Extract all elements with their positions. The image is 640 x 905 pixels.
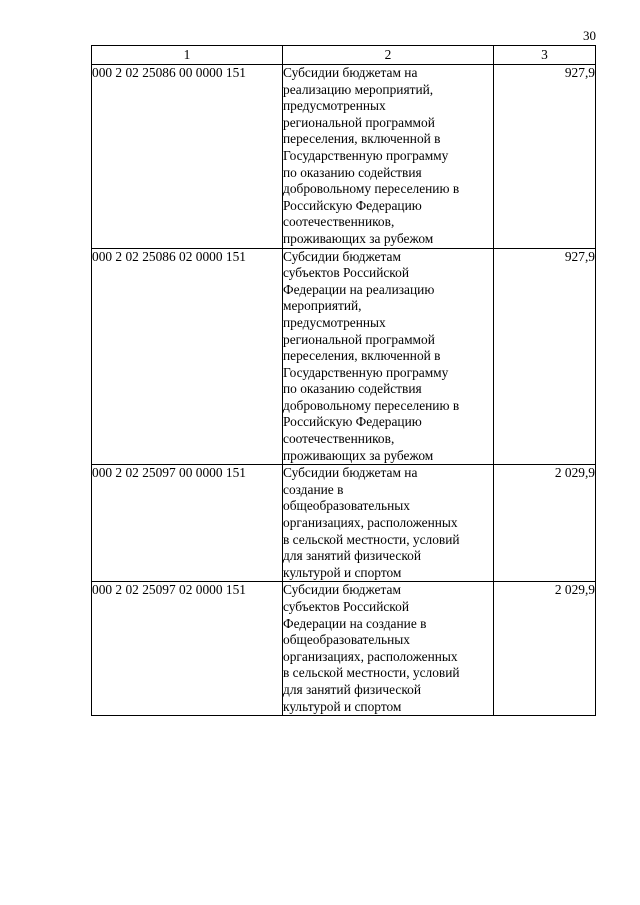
description-line: организациях, расположенных — [283, 515, 458, 531]
description-line: проживающих за рубежом — [283, 447, 434, 463]
budget-code-cell: 000 2 02 25086 00 0000 151 — [92, 65, 283, 249]
budget-code-cell: 000 2 02 25097 00 0000 151 — [92, 465, 283, 582]
description-line: в сельской местности, условий — [283, 531, 460, 547]
amount-cell: 2 029,9 — [494, 582, 596, 716]
description-line: общеобразовательных — [283, 632, 411, 648]
description-line: добровольному переселению в — [283, 181, 460, 197]
description-line: Субсидии бюджетам — [283, 248, 401, 264]
description-line: общеобразовательных — [283, 498, 411, 514]
description-line: Государственную программу — [283, 364, 449, 380]
budget-code-cell: 000 2 02 25086 02 0000 151 — [92, 248, 283, 465]
description-line: предусмотренных — [283, 314, 386, 330]
page-number: 30 — [583, 28, 596, 43]
description-line: региональной программой — [283, 114, 435, 130]
table-row — [92, 65, 596, 249]
amount-cell: 2 029,9 — [494, 465, 596, 582]
description-line: субъектов Российской — [283, 265, 409, 281]
description-cell — [283, 582, 494, 716]
table-row — [92, 582, 596, 716]
description-cell — [283, 65, 494, 249]
column-header-1: 1 — [92, 46, 283, 65]
description-line: Государственную программу — [283, 147, 449, 163]
description-line: предусмотренных — [283, 98, 386, 114]
description-line: организациях, расположенных — [283, 648, 458, 664]
description-line: культурой и спортом — [283, 564, 402, 580]
description-line: создание в — [283, 481, 344, 497]
description-line: для занятий физической — [283, 548, 422, 564]
description-line: добровольному переселению в — [283, 397, 460, 413]
description-line: Субсидии бюджетам на — [283, 465, 418, 481]
description-line: проживающих за рубежом — [283, 230, 434, 246]
description-line: по оказанию содействия — [283, 164, 422, 180]
description-cell — [283, 465, 494, 582]
budget-code-cell: 000 2 02 25097 02 0000 151 — [92, 582, 283, 716]
description-line: культурой и спортом — [283, 698, 402, 714]
amount-cell: 927,9 — [494, 248, 596, 465]
table-row — [92, 248, 596, 465]
description-line: реализацию мероприятий, — [283, 81, 434, 97]
budget-table — [91, 45, 596, 716]
description-line: переселения, включенной в — [283, 348, 441, 364]
description-line: региональной программой — [283, 331, 435, 347]
description-line: Российскую Федерацию — [283, 414, 422, 430]
description-cell — [283, 248, 494, 465]
description-line: Федерации на реализацию — [283, 281, 435, 297]
description-line: Российскую Федерацию — [283, 197, 422, 213]
description-line: соотечественников, — [283, 214, 395, 230]
table-row — [92, 465, 596, 582]
description-line: Федерации на создание в — [283, 615, 427, 631]
description-line: по оказанию содействия — [283, 381, 422, 397]
description-line: Субсидии бюджетам — [283, 582, 401, 598]
description-line: в сельской местности, условий — [283, 665, 460, 681]
amount-cell: 927,9 — [494, 65, 596, 249]
column-header-2: 2 — [283, 46, 494, 65]
description-line: Субсидии бюджетам на — [283, 65, 418, 80]
table-header-row — [92, 46, 596, 65]
description-line: для занятий физической — [283, 681, 422, 697]
column-header-3: 3 — [494, 46, 596, 65]
description-line: субъектов Российской — [283, 599, 409, 614]
description-line: переселения, включенной в — [283, 131, 441, 147]
description-line: мероприятий, — [283, 298, 362, 314]
description-line: соотечественников, — [283, 431, 395, 447]
